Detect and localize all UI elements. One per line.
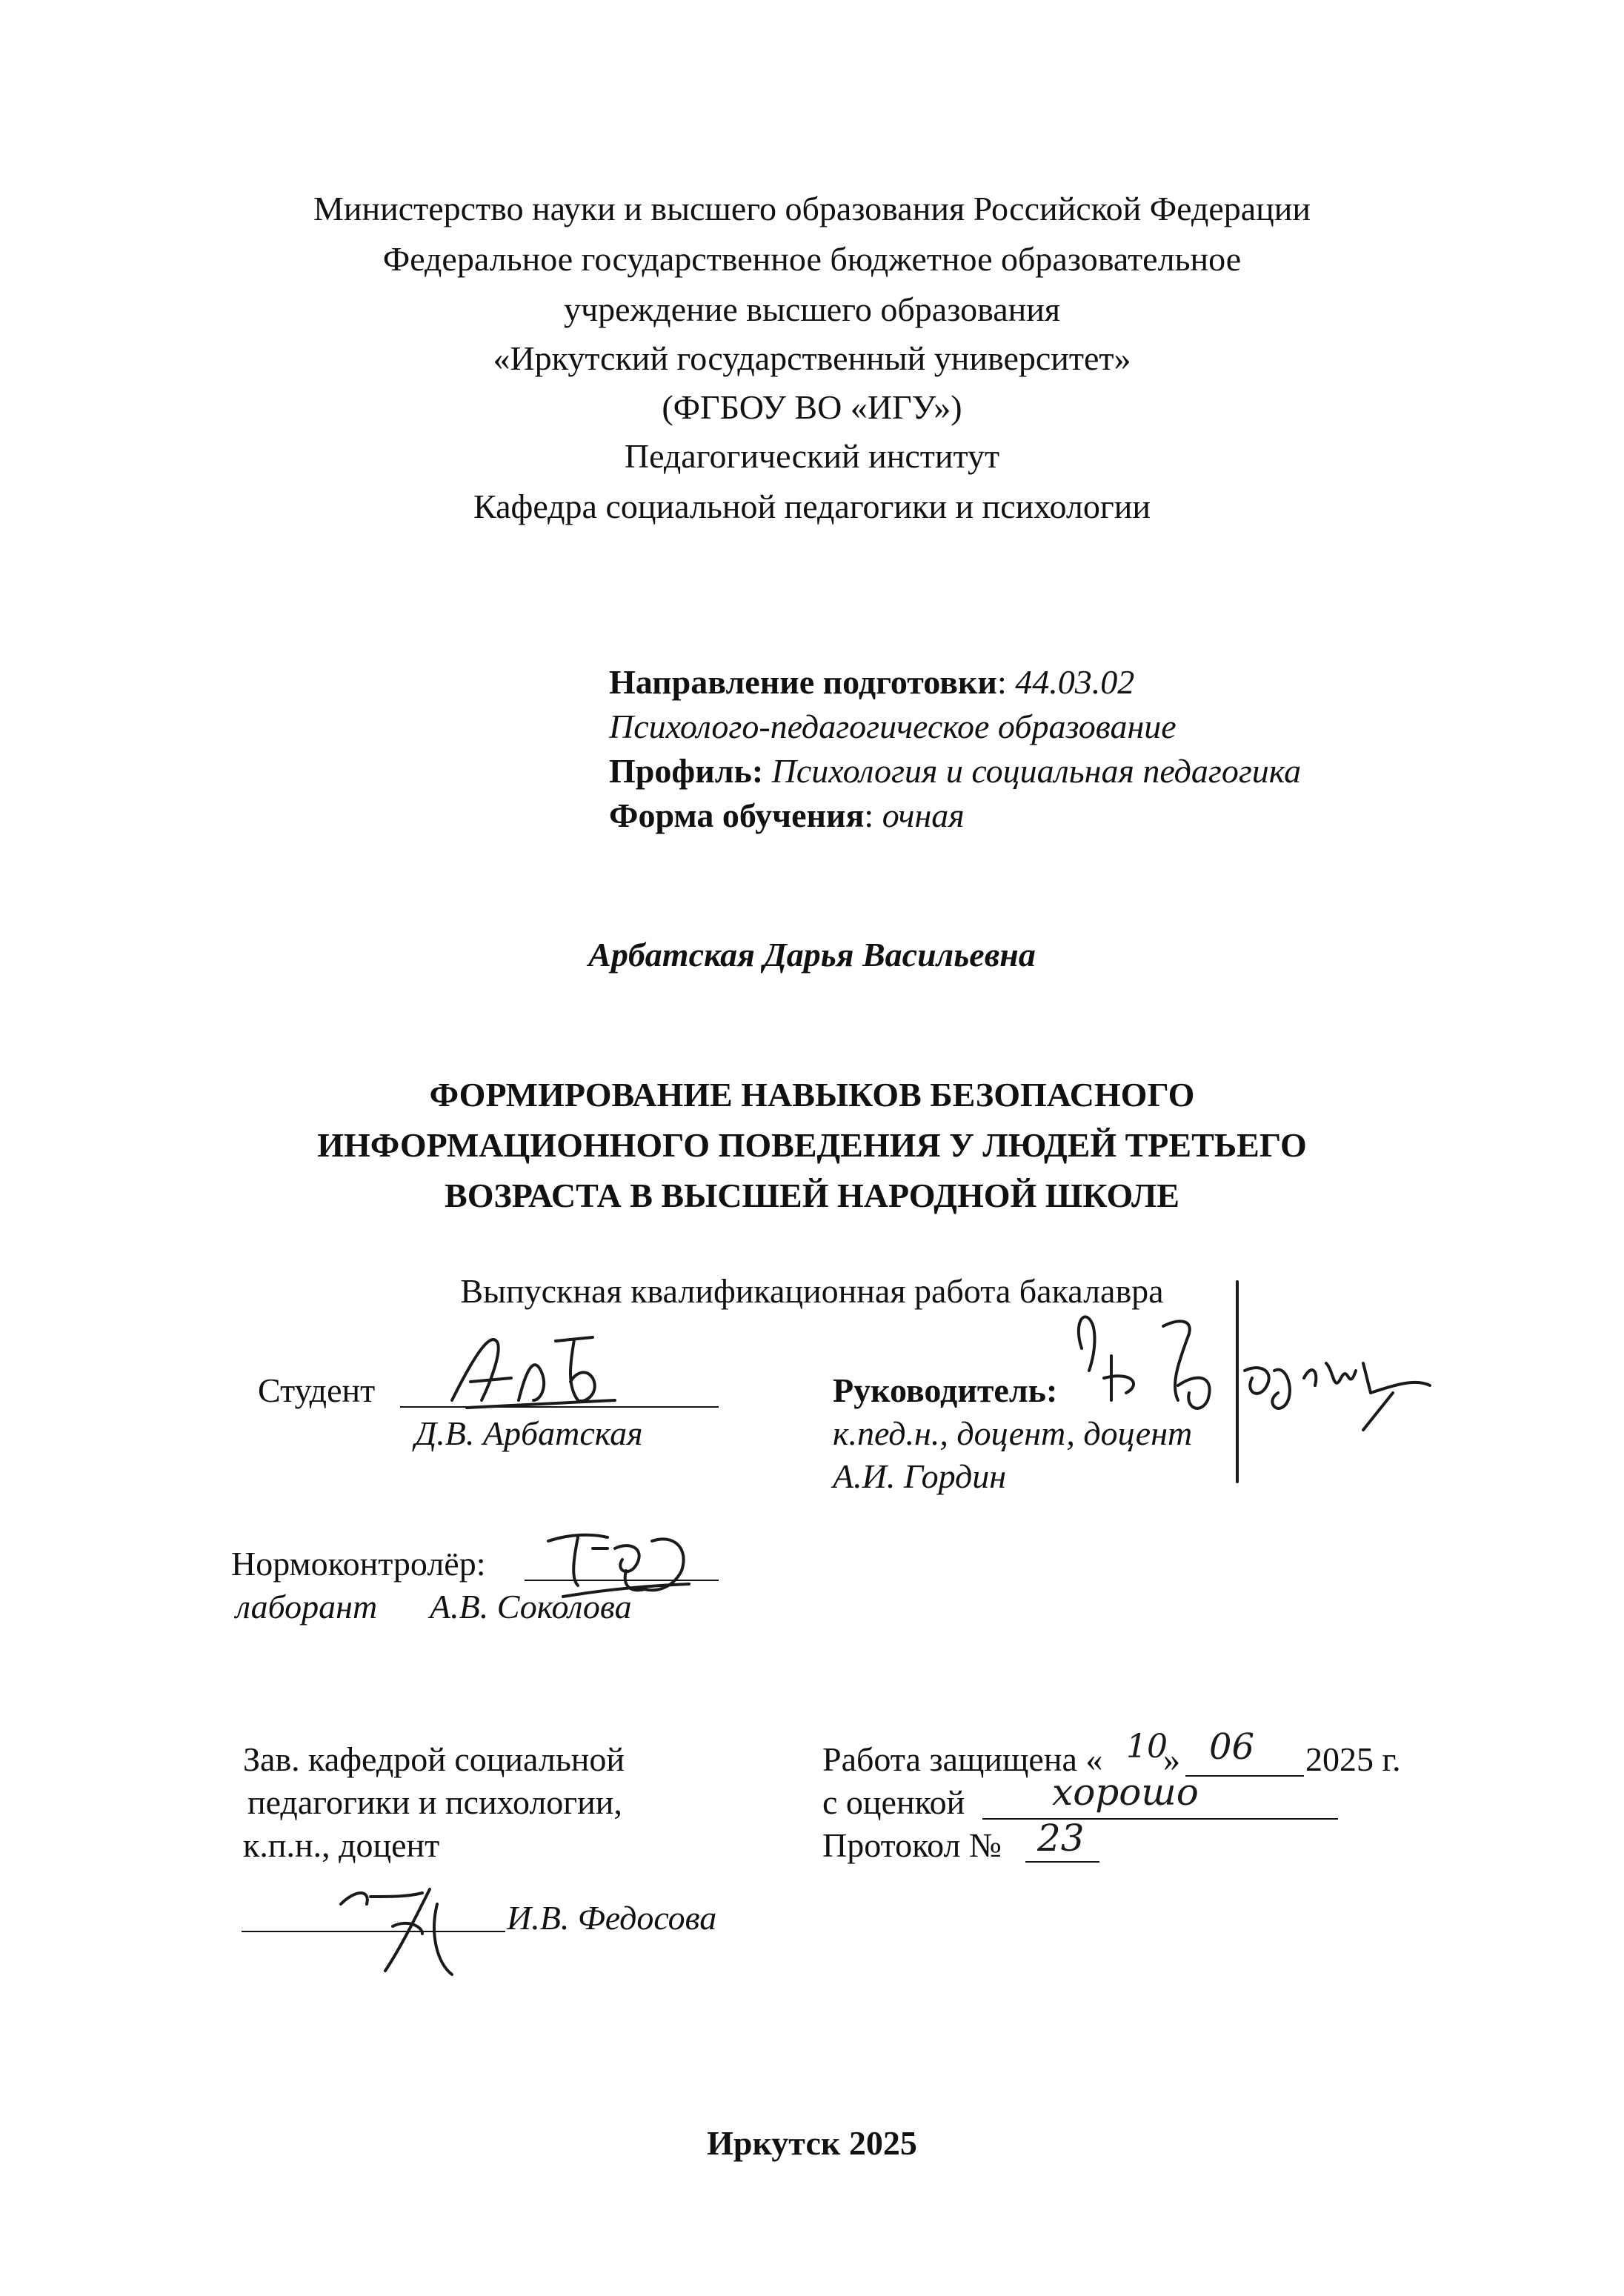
work-type: Выпускная квалификационная работа бакалавра bbox=[460, 1272, 1164, 1310]
head-of-department-signature bbox=[326, 1874, 489, 1978]
student-signature bbox=[437, 1326, 659, 1415]
defense-close-quote: » bbox=[1163, 1740, 1180, 1778]
direction-label: Направление подготовки bbox=[609, 663, 997, 701]
student-name: Д.В. Арбатская bbox=[415, 1414, 643, 1452]
study-form-value: очная bbox=[882, 796, 965, 834]
institute-name: Педагогический институт bbox=[624, 437, 1000, 475]
profile-line bbox=[609, 750, 1301, 793]
protocol-label: Протокол № bbox=[822, 1826, 1002, 1864]
city-year: Иркутск 2025 bbox=[707, 2124, 917, 2162]
ministry-line: Министерство науки и высшего образования Российской Федерации bbox=[313, 190, 1311, 227]
supervisor-label: Руководитель: bbox=[833, 1371, 1058, 1409]
department-name: Кафедра социальной педагогики и психологии bbox=[473, 488, 1151, 525]
supervisor-signature bbox=[1067, 1282, 1437, 1489]
direction-line: Направление подготовки: 44.03.02 bbox=[609, 663, 1135, 701]
defense-label: Работа защищена « bbox=[822, 1740, 1103, 1778]
federal-institution-line: Федеральное государственное бюджетное образовательное bbox=[382, 240, 1242, 278]
author-full-name: Арбатская Дарья Васильевна bbox=[588, 936, 1036, 974]
student-label: Студент bbox=[258, 1371, 376, 1409]
protocol-number: 23 bbox=[1037, 1817, 1085, 1860]
protocol-line bbox=[1025, 1861, 1099, 1863]
direction-code: 44.03.02 bbox=[1015, 663, 1135, 701]
study-form-line: Форма обучения: очная bbox=[609, 796, 965, 834]
grade-value: хорошо bbox=[1052, 1771, 1199, 1814]
university-abbreviation: (ФГБОУ ВО «ИГУ») bbox=[662, 388, 962, 426]
normcontrol-label: Нормоконтролёр: bbox=[231, 1545, 486, 1583]
head-of-department-line1: Зав. кафедрой социальной bbox=[243, 1740, 625, 1778]
study-form-label: Форма обучения bbox=[609, 796, 865, 834]
defense-month-line bbox=[1185, 1775, 1304, 1777]
head-of-department-line2: педагогики и психологии, bbox=[247, 1783, 622, 1821]
defense-month: 06 bbox=[1209, 1726, 1255, 1768]
grade-line bbox=[982, 1818, 1338, 1820]
normcontrol-name: А.В. Соколова bbox=[430, 1588, 632, 1625]
profile-value: Психология и социальная педагогика bbox=[771, 752, 1302, 790]
supervisor-name: А.И. Гордин bbox=[833, 1457, 1007, 1495]
university-name: «Иркутский государственный университет» bbox=[493, 339, 1131, 377]
supervisor-position: к.пед.н., доцент, доцент bbox=[833, 1414, 1193, 1452]
thesis-title-line: ВОЗРАСТА В ВЫСШЕЙ НАРОДНОЙ ШКОЛЕ bbox=[445, 1177, 1179, 1214]
defense-year: 2025 г. bbox=[1305, 1740, 1401, 1778]
head-of-department-name: И.В. Федосова bbox=[507, 1899, 717, 1937]
head-of-department-line3: к.п.н., доцент bbox=[243, 1826, 440, 1864]
normcontrol-position: лаборант bbox=[236, 1588, 378, 1625]
thesis-title-line: ФОРМИРОВАНИЕ НАВЫКОВ БЕЗОПАСНОГО bbox=[429, 1076, 1195, 1114]
institution-type-line: учреждение высшего образования bbox=[563, 290, 1061, 328]
grade-label: с оценкой bbox=[822, 1783, 965, 1821]
direction-name: Психолого-педагогическое образование bbox=[609, 708, 1177, 745]
defense-day: 10 bbox=[1126, 1728, 1168, 1766]
thesis-title-line: ИНФОРМАЦИОННОГО ПОВЕДЕНИЯ У ЛЮДЕЙ ТРЕТЬЕГО bbox=[317, 1126, 1307, 1164]
profile-label: Профиль: bbox=[609, 752, 764, 790]
